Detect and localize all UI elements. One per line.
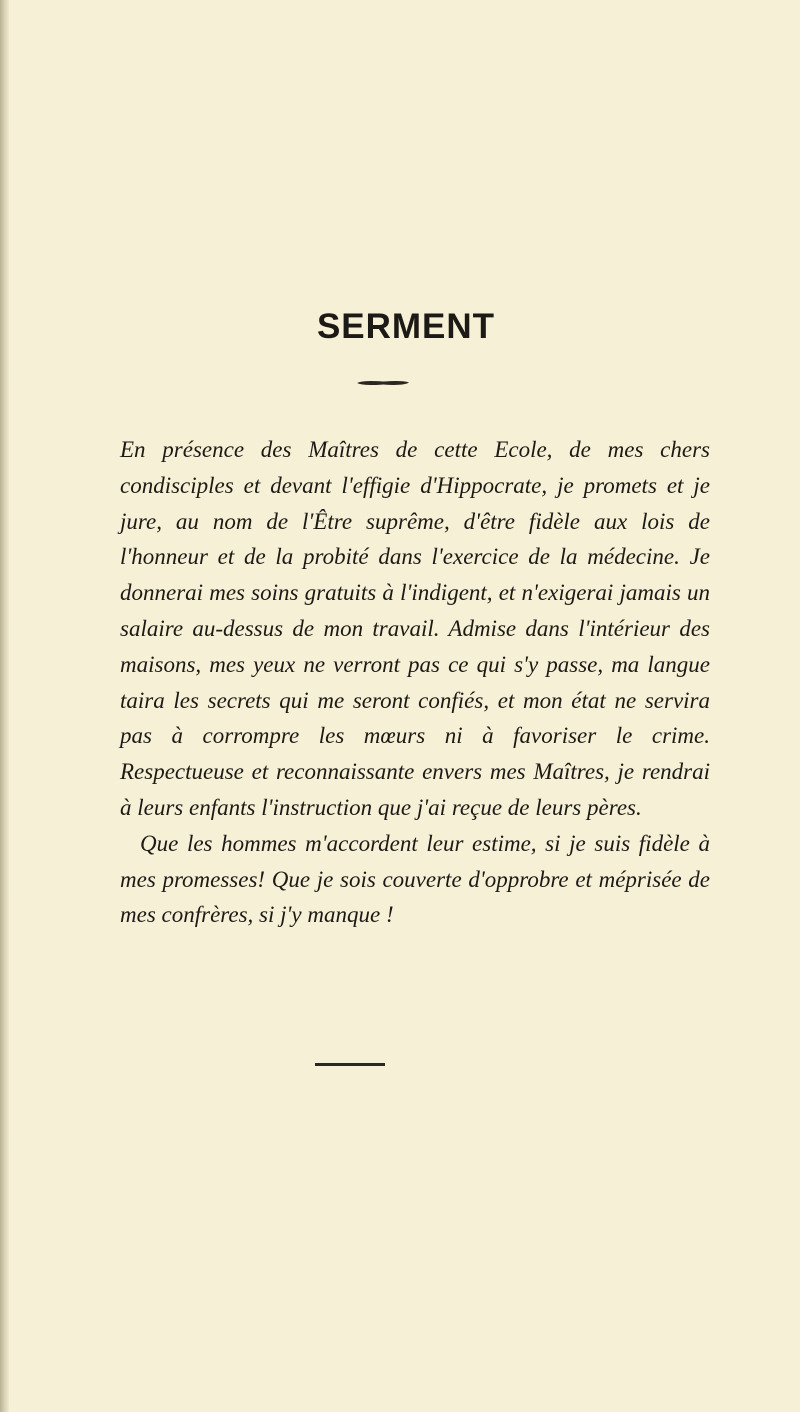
page-binding-edge xyxy=(0,0,9,1412)
oath-paragraph-2: Que les hommes m'accordent leur estime, si je suis fidèle à mes promesses! Que je sois couverte d'opprobre et méprisée de mes confrères, si j'y manque ! xyxy=(120,830,710,928)
oath-paragraph-1: En présence des Maîtres de cette Ecole, de mes chers condisciples et devant l'effigie d'Hippocrate, je promets et je jure, au nom de l'Être suprême, d'être fidèle aux lois de l'honneur et de la probité dans l'exercice de la médecine. Je donnerai mes soins gratuits à l'indigent, et n'exigerai jamais un salaire au-dessus de mon travail. Admise dans l'intérieur des maisons, mes yeux ne verront pas ce qui s'y passe, ma langue taira les secrets qui me seront confiés, et mon état ne servira pas à corrompre les mœurs ni à favoriser le crime. Respectueuse et reconnaissante envers mes Maîtres, je rendrai à leurs enfants l'instruction que j'ai reçue de leurs pères. xyxy=(120,437,710,820)
page-title: SERMENT xyxy=(316,307,496,346)
title-ornament xyxy=(357,380,409,386)
oath-text xyxy=(120,432,710,933)
closing-rule xyxy=(315,1063,385,1066)
